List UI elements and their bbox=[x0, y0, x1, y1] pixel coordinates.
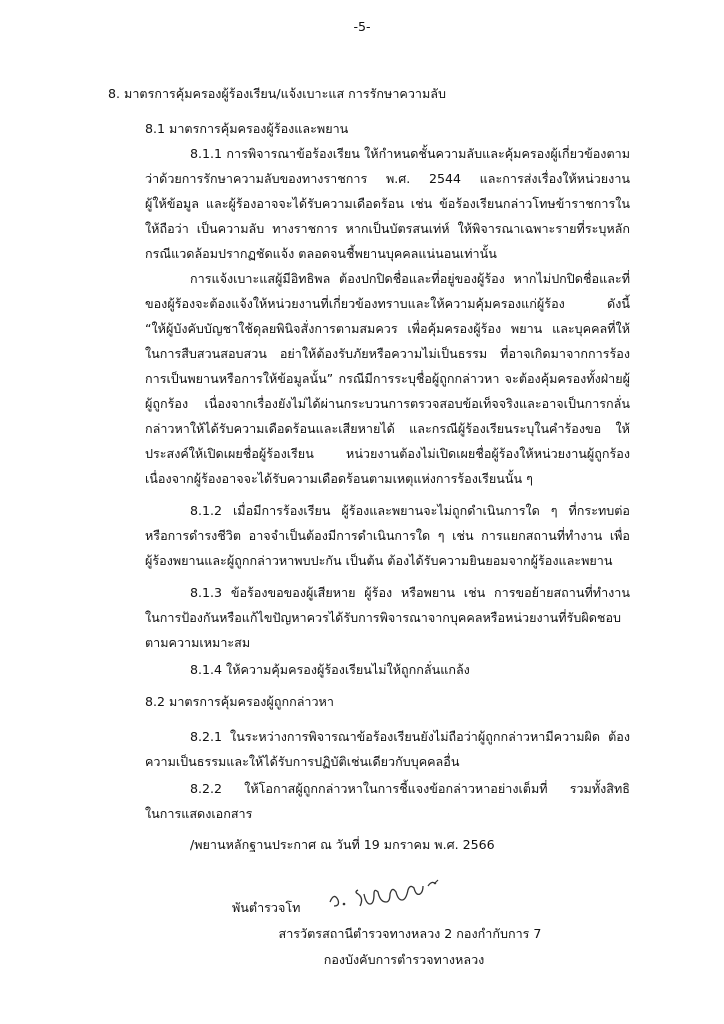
text-line: ผู้ถูกร้อง เนื่องจากเรื่องยังไม่ได้ผ่านกระบวนการตรวจสอบข้อเท็จจริงและอาจเป็นการกลั่น bbox=[145, 396, 630, 411]
section-8-2-heading: 8.2 มาตรการคุ้มครองผู้ถูกกล่าวหา bbox=[145, 694, 334, 709]
text-line: ของผู้ร้องจะต้องแจ้งให้หน่วยงานที่เกี่ยวข้องทราบและให้ความคุ้มครองแก่ผู้ร้อง ดังนี้ bbox=[145, 296, 630, 311]
text-line: ในการแสดงเอกสาร bbox=[145, 806, 253, 821]
text-line: หรือการดำรงชีวิต อาจจำเป็นต้องมีการดำเนินการใด ๆ เช่น การแยกสถานที่ทำงาน เพื่อ bbox=[145, 528, 630, 543]
text-line: 8.2.1 ในระหว่างการพิจารณาข้อร้องเรียนยังไม่ถือว่าผู้ถูกกล่าวหามีความผิด ต้อง bbox=[190, 729, 630, 744]
text-line: ประสงค์ให้เปิดเผยชื่อผู้ร้องเรียน หน่วยงานต้องไม่เปิดเผยชื่อผู้ร้องให้หน่วยงานผู้ถูกร้อง bbox=[145, 446, 630, 461]
text-line: 8.1.3 ข้อร้องขอของผู้เสียหาย ผู้ร้อง หรือพยาน เช่น การขอย้ายสถานที่ทำงาน bbox=[190, 585, 630, 600]
text-line: เนื่องจากผู้ร้องอาจจะได้รับความเดือดร้อนตามเหตุแห่งการร้องเรียนนั้น ๆ bbox=[145, 471, 533, 486]
text-line: ความเป็นธรรมและให้ได้รับการปฏิบัติเช่นเดียวกับบุคคลอื่น bbox=[145, 754, 460, 769]
text-line: ให้ถือว่า เป็นความลับ ทางราชการ หากเป็นบัตรสนเท่ห์ ให้พิจารณาเฉพาะรายที่ระบุหลัก bbox=[145, 221, 630, 236]
text-line: “ให้ผู้บังคับบัญชาใช้ดุลยพินิจสั่งการตามสมควร เพื่อคุ้มครองผู้ร้อง พยาน และบุคคลที่ให้ bbox=[145, 321, 630, 336]
text-line: กล่าวหาให้ได้รับความเดือดร้อนและเสียหายได้ และกรณีผู้ร้องเรียนระบุในคำร้องขอ ให้ bbox=[145, 421, 630, 436]
text-line: 8.2.2 ให้โอกาสผู้ถูกกล่าวหาในการชี้แจงข้อกล่าวหาอย่างเต็มที่ รวมทั้งสิทธิ bbox=[190, 781, 630, 796]
text-line: ในการป้องกันหรือแก้ไขปัญหาควรได้รับการพิจารณาจากบุคคลหรือหน่วยงานที่รับผิดชอบ bbox=[145, 610, 622, 625]
text-line: การแจ้งเบาะแสผู้มีอิทธิพล ต้องปกปิดชื่อและที่อยู่ของผู้ร้อง หากไม่ปกปิดชื่อและที่ bbox=[190, 271, 630, 286]
paragraph-8-1-4: 8.1.4 ให้ความคุ้มครองผู้ร้องเรียนไม่ให้ถูกกลั่นแกล้ง bbox=[190, 662, 470, 677]
text-line: ตามความเหมาะสม bbox=[145, 635, 251, 650]
text-line: ผู้ร้องพยานและผู้ถูกกล่าวหาพบปะกัน เป็นต้น ต้องได้รับความยินยอมจากผู้ร้องและพยาน bbox=[145, 553, 613, 568]
section-8-heading: 8. มาตรการคุ้มครองผู้ร้องเรียน/แจ้งเบาะแส การรักษาความลับ bbox=[108, 86, 446, 101]
signature-rank: พันตำรวจโท bbox=[232, 900, 301, 915]
text-line: ผู้ให้ข้อมูล และผู้ร้องอาจจะได้รับความเดือดร้อน เช่น ข้อร้องเรียนกล่าวโทษข้าราชการใน bbox=[145, 196, 630, 211]
text-line: ว่าด้วยการรักษาความลับของทางราชการ พ.ศ. 2544 และการส่งเรื่องให้หน่วยงาน bbox=[145, 171, 630, 186]
handwritten-signature bbox=[324, 876, 464, 916]
text-line: ในการสืบสวนสอบสวน อย่าให้ต้องรับภัยหรือความไม่เป็นธรรม ที่อาจเกิดมาจากการร้อง bbox=[145, 346, 630, 361]
text-line: กรณีแวดล้อมปรากฏชัดแจ้ง ตลอดจนชี้พยานบุคคลแน่นอนเท่านั้น bbox=[145, 246, 497, 261]
text-line: การเป็นพยานหรือการให้ข้อมูลนั้น” กรณีมีการระบุชื่อผู้ถูกกล่าวหา จะต้องคุ้มครองทั้งฝ่ายผู้ bbox=[145, 371, 630, 386]
signature-unit: สารวัตรสถานีตำรวจทางหลวง 2 กองกำกับการ 7 bbox=[278, 926, 542, 941]
text-line: 8.1.1 การพิจารณาข้อร้องเรียน ให้กำหนดชั้นความลับและคุ้มครองผู้เกี่ยวข้องตาม bbox=[190, 146, 630, 161]
page-number: -5- bbox=[353, 19, 371, 34]
text-line: 8.1.2 เมื่อมีการร้องเรียน ผู้ร้องและพยานจะไม่ถูกดำเนินการใด ๆ ที่กระทบต่อ bbox=[190, 503, 630, 518]
signature-organization: กองบังคับการตำรวจทางหลวง bbox=[323, 952, 485, 967]
announcement-date: /พยานหลักฐานประกาศ ณ วันที่ 19 มกราคม พ.ศ. 2566 bbox=[190, 837, 495, 852]
section-8-1-heading: 8.1 มาตรการคุ้มครองผู้ร้องและพยาน bbox=[145, 121, 349, 136]
